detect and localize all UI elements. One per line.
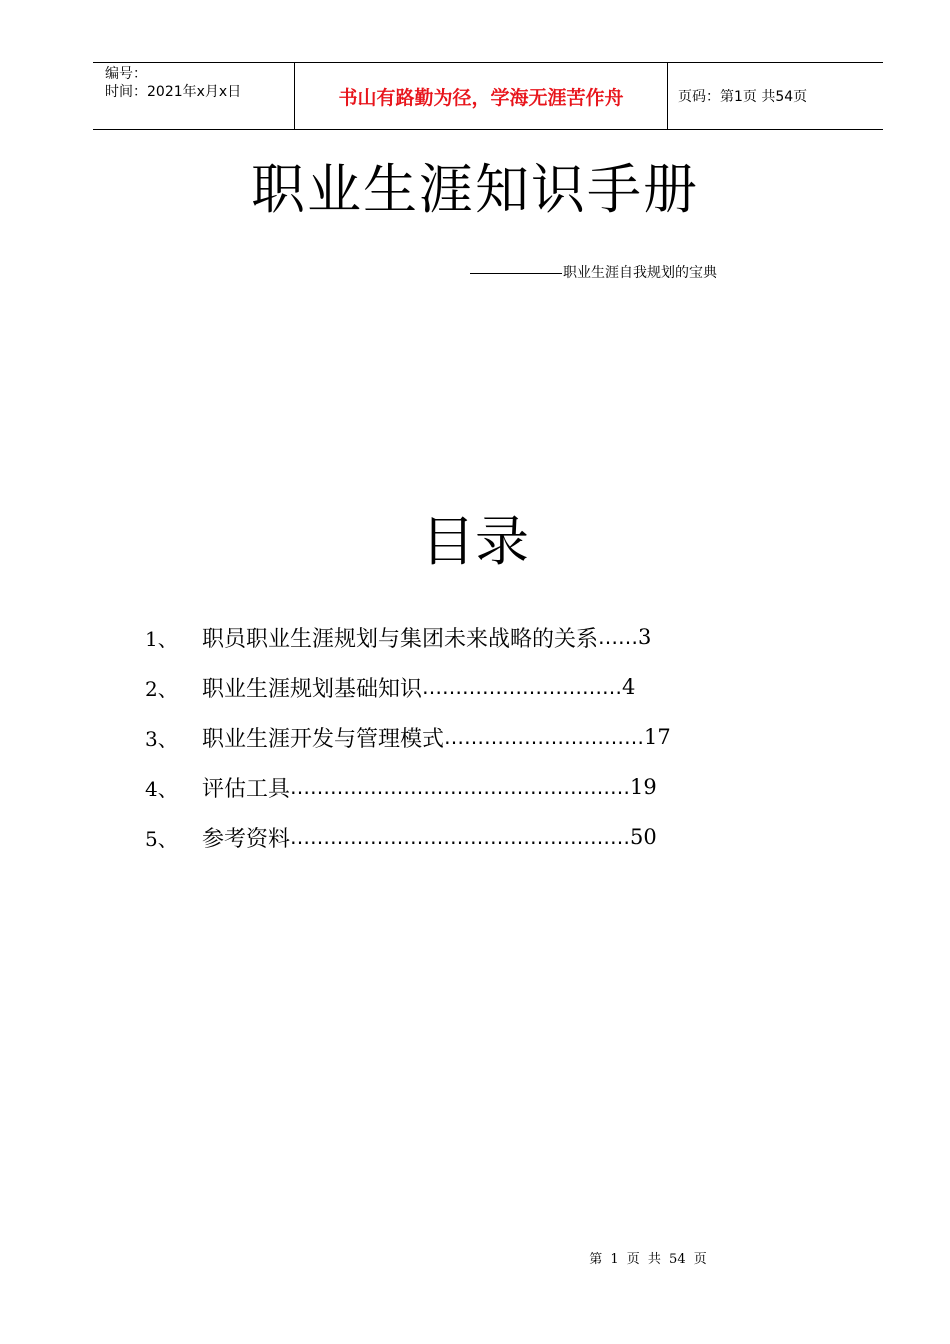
toc-entry-page: 19 bbox=[630, 775, 657, 799]
toc-entry-label: 评估工具 bbox=[202, 776, 291, 802]
header-meta-cell bbox=[93, 63, 295, 129]
toc-entry-page: 4 bbox=[622, 675, 636, 699]
toc-entry-leader: …………………………………………… bbox=[290, 775, 631, 799]
toc-entry-number: 3、 bbox=[145, 726, 178, 751]
header-motto: 书山有路勤为径，学海无涯苦作舟 bbox=[295, 63, 668, 129]
toc-entry-label: 参考资料 bbox=[202, 826, 291, 852]
toc-entry-leader: …… bbox=[598, 625, 639, 649]
toc-entry-number: 4、 bbox=[145, 776, 178, 801]
toc-entry-number: 2、 bbox=[145, 676, 178, 701]
subtitle-dash bbox=[470, 273, 562, 274]
toc-entry-number: 1、 bbox=[145, 626, 178, 651]
toc-entry-leader: ………………………… bbox=[422, 675, 623, 699]
page-footer: 第 1 页 共 54 页 bbox=[589, 1252, 707, 1267]
toc-entry-label: 职业生涯规划基础知识 bbox=[202, 676, 423, 702]
toc-entry[interactable] bbox=[145, 812, 765, 862]
page-header bbox=[93, 62, 883, 130]
toc-entry[interactable] bbox=[145, 712, 765, 762]
toc-entry-leader: …………………………………………… bbox=[290, 825, 631, 849]
subtitle-text: 职业生涯自我规划的宝典 bbox=[563, 265, 717, 281]
table-of-contents bbox=[145, 612, 765, 862]
document-time-label: 时间：2021年x月x日 bbox=[105, 84, 242, 100]
toc-entry[interactable] bbox=[145, 762, 765, 812]
document-title: 职业生涯知识手册 bbox=[251, 158, 699, 221]
toc-entry-page: 50 bbox=[630, 825, 657, 849]
document-number-label: 编号： bbox=[105, 66, 147, 82]
header-page-info: 页码：第1页 共54页 bbox=[678, 89, 808, 105]
toc-entry[interactable] bbox=[145, 662, 765, 712]
document-subtitle bbox=[470, 262, 717, 282]
toc-entry-number: 5、 bbox=[145, 826, 178, 851]
toc-entry-page: 17 bbox=[644, 725, 671, 749]
toc-entry-label: 职业生涯开发与管理模式 bbox=[202, 726, 445, 752]
toc-entry-label: 职员职业生涯规划与集团未来战略的关系 bbox=[202, 626, 599, 652]
toc-entry[interactable] bbox=[145, 612, 765, 662]
toc-entry-page: 3 bbox=[638, 625, 652, 649]
toc-heading: 目录 bbox=[421, 510, 529, 573]
toc-entry-leader: ………………………… bbox=[444, 725, 645, 749]
